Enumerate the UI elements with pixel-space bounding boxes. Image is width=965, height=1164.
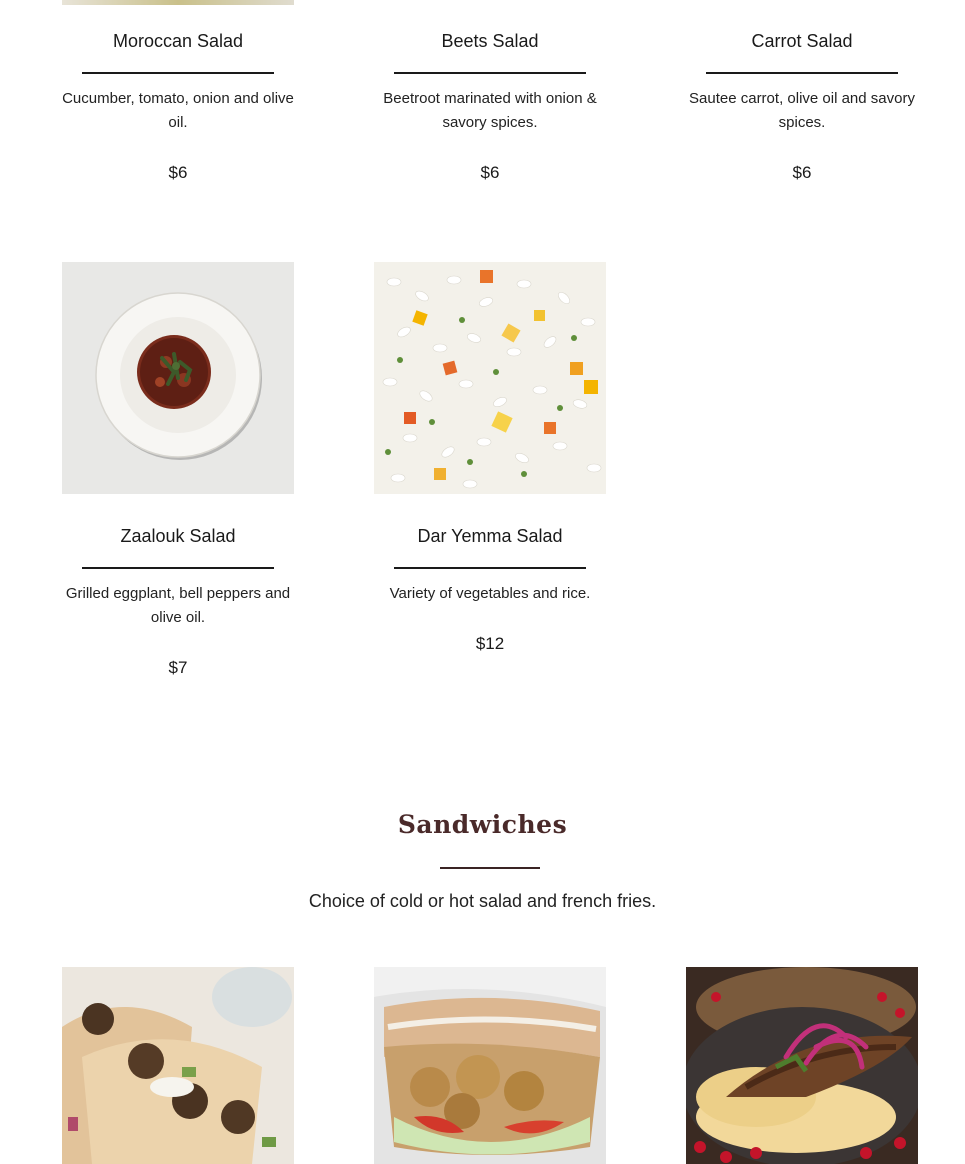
rice-salad-photo[interactable] bbox=[374, 262, 606, 494]
item-price: $6 bbox=[480, 163, 500, 182]
item-description: Beetroot marinated with onion & savory spices. bbox=[383, 90, 597, 131]
item-description: Sautee carrot, olive oil and savory spices. bbox=[689, 90, 915, 131]
item-divider bbox=[394, 567, 586, 569]
section-subtitle: Choice of cold or hot salad and french fries. bbox=[308, 891, 657, 911]
cropped-image-strip bbox=[62, 0, 294, 5]
item-price: $6 bbox=[168, 163, 188, 182]
item-divider bbox=[82, 72, 274, 74]
item-description: Variety of vegetables and rice. bbox=[389, 585, 591, 602]
zaalouk-salad-image bbox=[62, 262, 294, 494]
item-description: Cucumber, tomato, onion and olive oil. bbox=[62, 90, 294, 131]
item-title: Dar Yemma Salad bbox=[417, 526, 563, 546]
item-price: $12 bbox=[475, 634, 505, 653]
item-divider bbox=[706, 72, 898, 74]
item-title: Beets Salad bbox=[441, 31, 539, 51]
zaalouk-salad-photo[interactable] bbox=[62, 262, 294, 494]
item-price: $6 bbox=[792, 163, 812, 182]
item-divider bbox=[82, 567, 274, 569]
section-divider bbox=[440, 867, 540, 869]
item-title: Zaalouk Salad bbox=[120, 526, 236, 546]
item-title: Moroccan Salad bbox=[112, 31, 244, 51]
item-divider bbox=[394, 72, 586, 74]
item-description: Grilled eggplant, bell peppers and olive oil. bbox=[65, 585, 291, 626]
falafel-pita-photo[interactable] bbox=[62, 967, 294, 1164]
chicken-pita-photo[interactable] bbox=[374, 967, 606, 1164]
kebab-flatbread-image bbox=[686, 967, 918, 1164]
falafel-pita-image bbox=[62, 967, 294, 1164]
item-title: Carrot Salad bbox=[751, 31, 853, 51]
section-title-sandwiches: Sandwiches bbox=[397, 810, 568, 839]
chicken-pita-image bbox=[374, 967, 606, 1164]
kebab-flatbread-photo[interactable] bbox=[686, 967, 918, 1164]
rice-salad-image bbox=[374, 262, 606, 494]
item-price: $7 bbox=[168, 658, 188, 677]
